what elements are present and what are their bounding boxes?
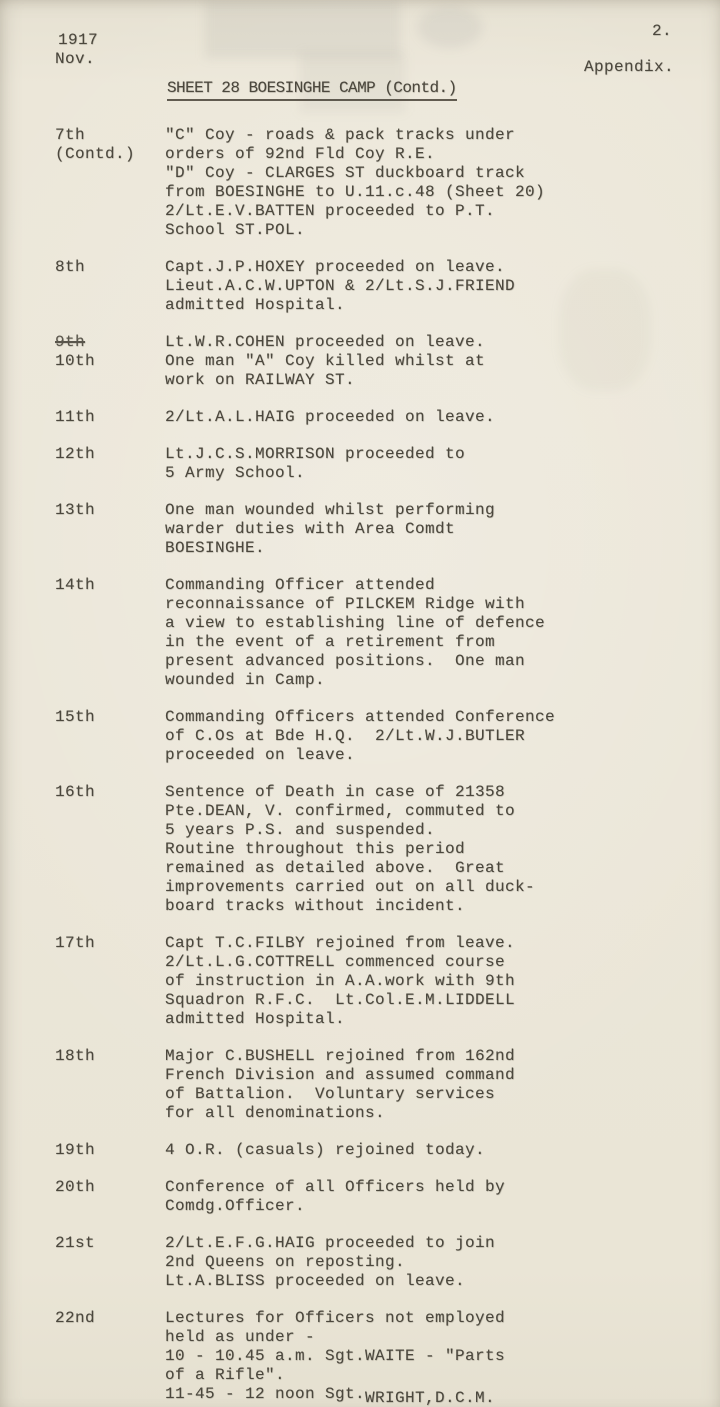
diary-entries	[55, 126, 670, 1407]
diary-entry-21st	[55, 1234, 670, 1291]
entry-date: 15th	[55, 708, 96, 726]
entry-text: 2/Lt.A.L.HAIG proceeded on leave.	[165, 408, 496, 426]
diary-entry-14th	[55, 576, 670, 690]
diary-entry-22nd	[55, 1309, 670, 1407]
diary-entry-13th	[55, 501, 670, 558]
entry-date: 7th (Contd.)	[55, 126, 136, 163]
entry-date: 11th	[55, 408, 96, 426]
diary-entry-9th-10th	[55, 333, 670, 390]
year-label: 1917	[58, 31, 99, 49]
entry-text: Lt.W.R.COHEN proceeded on leave. One man "A" Coy killed whilst at work on RAILWAY ST.	[165, 333, 486, 389]
entry-date: 22nd	[55, 1309, 96, 1327]
diary-entry-12th	[55, 445, 670, 483]
entry-date: 21st	[55, 1234, 96, 1252]
entry-date: 14th	[55, 576, 96, 594]
entry-date: 17th	[55, 934, 96, 952]
diary-entry-11th	[55, 408, 670, 427]
paper-bleedthrough-mark	[418, 6, 482, 48]
entry-text: Capt.J.P.HOXEY proceeded on leave. Lieut.A.C.W.UPTON & 2/Lt.S.J.FRIEND admitted Hospital.	[165, 258, 516, 314]
entry-text: 4 O.R. (casuals) rejoined today.	[165, 1141, 486, 1159]
entry-text-last-line: 11-45 - 12 noon Sgt.WRIGHT,D.C.M.	[165, 1385, 496, 1407]
entry-text: Conference of all Officers held by Comdg.Officer.	[165, 1178, 506, 1215]
entry-text: Commanding Officer attended reconnaissance of PILCKEM Ridge with a view to establishing line of defence in the event of a retirement from present advanced positions. One man wounded in Camp.	[165, 576, 546, 689]
entry-text: Commanding Officers attended Conference of C.Os at Bde H.Q. 2/Lt.W.J.BUTLER proceeded on leave.	[165, 708, 556, 764]
entry-date: 12th	[55, 445, 96, 463]
entry-text: "C" Coy - roads & pack tracks under orders of 92nd Fld Coy R.E. "D" Coy - CLARGES ST duckboard track from BOESINGHE to U.11.c.48 (Sheet 20) 2/Lt.E.V.BATTEN proceeded to P.T. School ST.POL.	[165, 126, 546, 239]
entry-date: 8th	[55, 258, 86, 276]
diary-entry-8th	[55, 258, 670, 315]
entry-text: Sentence of Death in case of 21358 Pte.DEAN, V. confirmed, commuted to 5 years P.S. and suspended. Routine throughout this period remained as detailed above. Great improvements carried out on all duck- board tracks without incident.	[165, 783, 536, 915]
entry-date: 16th	[55, 783, 96, 801]
paper-bleedthrough-mark	[205, 0, 400, 58]
entry-text: Major C.BUSHELL rejoined from 162nd French Division and assumed command of Battalion. Voluntary services for all denominations.	[165, 1047, 516, 1122]
page-number: 2.	[651, 22, 672, 40]
offset-typed-text: WRIGHT,D.C.M.	[365, 1389, 496, 1407]
diary-entry-16th	[55, 783, 670, 916]
month-label: Nov.	[55, 50, 96, 68]
entry-date: 18th	[55, 1047, 96, 1065]
diary-entry-7th	[55, 126, 670, 240]
diary-entry-17th	[55, 934, 670, 1029]
entry-text: Capt T.C.FILBY rejoined from leave. 2/Lt.L.G.COTTRELL commenced course of instruction in A.A.work with 9th Squadron R.F.C. Lt.Col.E.M.LIDDELL admitted Hospital.	[165, 934, 516, 1028]
entry-date: 9th 10th	[55, 333, 165, 390]
entry-date: 19th	[55, 1141, 96, 1159]
entry-date: 20th	[55, 1178, 96, 1196]
diary-entry-15th	[55, 708, 670, 765]
entry-text: 2/Lt.E.F.G.HAIG proceeded to join 2nd Queens on reposting. Lt.A.BLISS proceeded on leave.	[165, 1234, 496, 1290]
struck-date: 9th	[55, 333, 86, 351]
entry-text: One man wounded whilst performing warder duties with Area Comdt BOESINGHE.	[165, 501, 496, 557]
diary-entry-20th	[55, 1178, 670, 1216]
diary-entry-19th	[55, 1141, 670, 1160]
page-heading: SHEET 28 BOESINGHE CAMP (Contd.)	[167, 79, 457, 101]
entry-text: Lt.J.C.S.MORRISON proceeded to 5 Army School.	[165, 445, 466, 482]
entry-date: 13th	[55, 501, 96, 519]
appendix-label: Appendix.	[584, 58, 675, 76]
entry-text: Lectures for Officers not employed held as under - 10 - 10.45 a.m. Sgt.WAITE - "Parts of a Rifle". 11-45 - 12 noon Sgt.WRIGHT,D.C.M.	[165, 1309, 670, 1404]
diary-entry-18th	[55, 1047, 670, 1123]
